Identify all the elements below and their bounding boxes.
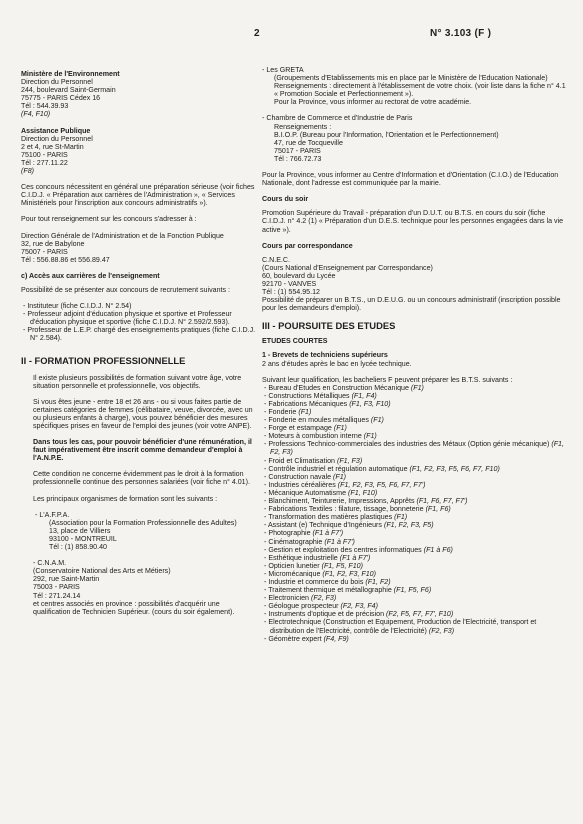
bts-name: Mécanique Automatisme [268, 488, 347, 497]
concours-list [21, 302, 257, 342]
greta-prov: Pour la Province, vous informer au rectorat de votre académie. [274, 98, 472, 107]
cnam-line: et centres associés en province : possibilités d'acquérir une qualification de Technicien Supérieur. (cours du soir également). [33, 599, 235, 616]
bts-series: (F1, F10) [348, 488, 378, 497]
ap-title: Assistance Publique [21, 126, 91, 135]
bts-item: - Opticien lunetier (F1, F5, F10) [264, 561, 363, 570]
bts-item: - Blanchiment, Teinturerie, Impressions, Apprêts (F1, F6, F7, F7') [264, 497, 468, 506]
bts-series: (F1, F6, F7, F7') [416, 497, 468, 506]
dg-contact [21, 232, 257, 264]
bts-series: (F1) [333, 472, 347, 481]
bts-name: Professions Technico-commerciales des industries des Métaux (Option génie mécanique) [268, 440, 550, 449]
bts-name: Photographie [268, 529, 311, 538]
ap-line: Tél : 277.11.22 [21, 158, 68, 167]
dg-line: Direction Générale de l'Administration et de la Fonction Publique [21, 231, 224, 240]
cnec-line: 60, boulevard du Lycée [262, 271, 336, 280]
cnam-line: Tél : 271.24.14 [33, 591, 81, 600]
bts-item: - Forge et estampage (F1) [264, 424, 347, 433]
env-title: Ministère de l'Environnement [21, 70, 120, 78]
afpa-line: (Association pour la Formation Professionnelle des Adultes) [49, 518, 237, 527]
bts-item: - Transformation des matières plastiques (F1) [264, 513, 408, 522]
ap-line: 75100 - PARIS [21, 150, 68, 159]
afpa-contact [21, 511, 257, 551]
bts-series: (F1, F2, F3, F5, F6, F7, F10) [409, 464, 500, 473]
bts-series: (F1, F3, F10) [349, 399, 391, 408]
ap-contact [21, 127, 257, 176]
cnam-line: - C.N.A.M. [33, 559, 67, 568]
right-column [262, 66, 567, 643]
bts-series: (F1, F6) [425, 505, 451, 514]
dg-line: 75007 - PARIS [21, 247, 68, 256]
cci-line: B.I.O.P. (Bureau pour l'Information, l'Orientation et le Perfectionnement) [274, 130, 499, 139]
bts-item: - Fabrications Textiles : filature, tissage, bonneterie (F1, F6) [264, 505, 451, 514]
left-column [21, 70, 257, 616]
bts-series: (F2, F3) [310, 594, 337, 603]
bts-name: Froid et Climatisation [268, 456, 335, 465]
list-item: - Professeur adjoint d'éducation physique et sportive et Professeur d'éducation physique et sportive (fiche C.I.D.J. N° 2.592/2.593). [23, 310, 232, 327]
ap-tag: (F8) [21, 167, 35, 176]
bts-item: - Fonderie en moules métalliques (F1) [264, 416, 384, 425]
bts-list [262, 384, 567, 643]
cnam-line: (Conservatoire National des Arts et Métiers) [33, 567, 171, 576]
cci-line: 75017 - PARIS [274, 146, 321, 155]
cnam-line: 292, rue Saint-Martin [33, 575, 100, 584]
cci-line: Tél : 766.72.73 [274, 154, 322, 163]
bts-name: Fonderie en moules métalliques [268, 416, 369, 425]
bts-item: - Géologue prospecteur (F2, F3, F4) [264, 602, 378, 611]
bts-name: Esthétique industrielle [268, 553, 338, 562]
afpa-line: 13, place de Villiers [49, 526, 111, 535]
bts-name: Electronicien [268, 594, 309, 603]
bts-series: (F1 à F6) [423, 545, 453, 554]
bts-name: Constructions Métalliques [268, 391, 350, 400]
bts-item: - Fonderie (F1) [264, 408, 312, 416]
bts-series: (F1) [363, 432, 377, 441]
bts-name: Micromécanique [268, 569, 321, 578]
bts-series: (F1) [410, 383, 424, 392]
bts-series: (F2, F5, F7, F7', F10) [386, 610, 454, 619]
bts-name: Fabrications Mécaniques [268, 399, 348, 408]
document-reference: N° 3.103 (F ) [430, 28, 492, 39]
bts-series: (F1, F4) [351, 391, 377, 400]
bts-series: (F1 à F7') [312, 529, 344, 538]
paragraph: Pour la Province, vous informer au Centre d'Information et d'Orientation (C.I.O.) de l'Education Nationale, dont l'adresse est communiquée par la mairie. [262, 171, 559, 188]
cnec-line: 92170 - VANVES [262, 279, 317, 288]
afpa-line: Tél : (1) 858.90.40 [49, 543, 107, 552]
bts-name: Construction navale [268, 472, 332, 481]
cci-block [262, 114, 567, 163]
bts-item: - Constructions Métalliques (F1, F4) [264, 391, 377, 400]
bts-item: - Moteurs à combustion interne (F1) [264, 432, 377, 441]
section-title: II - FORMATION PROFESSIONNELLE [21, 354, 186, 366]
cci-line: 47, rue de Tocqueville [274, 138, 343, 147]
cnec-line: (Cours National d'Enseignement par Correspondance) [262, 263, 433, 272]
bts-series: (F1) [298, 408, 312, 416]
bts-item: - Géomètre expert (F4, F9) [264, 634, 349, 643]
env-line: 75775 - PARIS Cédex 16 [21, 94, 101, 103]
bts-series: (F1, F2, F3, F10) [322, 569, 376, 578]
bts-series: (F1, F2, F3) [270, 440, 564, 457]
bts-item: - Froid et Climatisation (F1, F3) [264, 456, 363, 465]
bts-series: (F1 à F7') [339, 553, 371, 562]
cnec-line: C.N.E.C. [262, 255, 290, 264]
cnec-line: Possibilité de préparer un B.T.S., un D.E.U.G. ou un concours administratif (inscription possible pour les demandeurs d'emploi). [262, 296, 561, 313]
bts-name: Moteurs à combustion interne [268, 432, 362, 441]
page-number: 2 [254, 28, 260, 39]
bts-name: Opticien lunetier [268, 561, 320, 570]
paragraph: Les principaux organismes de formation sont les suivants : [33, 494, 218, 503]
paragraph: Ces concours nécessitent en général une préparation sérieuse (voir fiches C.I.D.J. « Préparation aux carrières de l'Administration », « Services Ministériels pour l'inscription aux concours administratifs »). [21, 183, 255, 208]
bts-item: - Industrie et commerce du bois (F1, F2) [264, 577, 391, 586]
paragraph: 2 ans d'études après le bac en lycée technique. [262, 359, 412, 368]
afpa-line: - L'A.F.P.A. [35, 510, 70, 519]
bts-name: Fabrications Textiles : filature, tissage, bonneterie [268, 505, 424, 514]
bts-item: - Professions Technico-commerciales des industries des Métaux (Option génie mécanique) (F1, F2, F3) [264, 440, 564, 457]
dg-line: Tél : 556.88.86 et 556.89.47 [21, 255, 110, 264]
env-line: 244, boulevard Saint-Germain [21, 86, 116, 95]
bts-series: (F1, F3) [336, 456, 363, 465]
afpa-line: 93100 - MONTREUIL [49, 534, 117, 543]
subsection-title: Cours du soir [262, 195, 309, 204]
paragraph: Il existe plusieurs possibilités de formation suivant votre âge, votre situation personnelle et professionnelle, vos objectifs. [33, 373, 242, 390]
bts-name: Gestion et exploitation des centres informatiques [268, 545, 422, 554]
bts-name: Cinématographie [268, 537, 323, 546]
bts-series: (F1, F2, F3, F5, F6, F7, F7') [337, 480, 426, 489]
bts-item: - Assistant (e) Technique d'Ingénieurs (F1, F2, F3, F5) [264, 521, 434, 530]
bts-item: - Micromécanique (F1, F2, F3, F10) [264, 569, 376, 578]
bts-series: (F1) [333, 424, 347, 433]
bts-item: - Cinématographie (F1 à F7') [264, 537, 355, 546]
bts-item: - Industries céréalières (F1, F2, F3, F5, F6, F7, F7') [264, 480, 426, 489]
bts-item: - Electronicien (F2, F3) [264, 594, 337, 603]
subsection-title: 1 - Brevets de techniciens supérieurs [262, 351, 388, 360]
bts-name: Industries céréalières [268, 480, 336, 489]
subsection-title: c) Accès aux carrières de l'enseignement [21, 271, 160, 280]
greta-block [262, 66, 567, 106]
bts-item: - Instruments d'optique et de précision (F2, F5, F7, F7', F10) [264, 610, 454, 619]
bts-name: Industrie et commerce du bois [268, 577, 364, 586]
paragraph: Cette condition ne concerne évidemment pas le droit à la formation professionnelle continue des personnes salariées (voir fiche n° 4.01). [33, 470, 250, 487]
greta-head: - Les GRETA [262, 66, 304, 74]
bts-name: Instruments d'optique et de précision [268, 610, 385, 619]
bts-item: - Gestion et exploitation des centres informatiques (F1 à F6) [264, 545, 453, 554]
ap-line: Direction du Personnel [21, 134, 93, 143]
section-title: III - POURSUITE DES ETUDES [262, 320, 396, 332]
bts-series: (F1, F5, F6) [393, 586, 432, 595]
bts-name: Fonderie [268, 408, 297, 416]
list-item: - Instituteur (fiche C.I.D.J. N° 2.54) [23, 302, 132, 311]
bts-series: (F1, F2) [365, 577, 391, 586]
bts-item: - Fabrications Mécaniques (F1, F3, F10) [264, 399, 391, 408]
bts-item: - Contrôle industriel et régulation automatique (F1, F2, F3, F5, F6, F7, F10) [264, 464, 500, 473]
cnec-line: Tél : (1) 554.95.12 [262, 288, 320, 297]
list-item: - Professeur de L.E.P. chargé des enseignements pratiques (fiche C.I.D.J. N° 2.584). [23, 326, 256, 343]
cci-head: - Chambre de Commerce et d'Industrie de Paris [262, 114, 413, 123]
paragraph: Suivant leur qualification, les bacheliers F peuvent préparer les B.T.S. suivants : [262, 375, 513, 384]
bts-name: Blanchiment, Teinturerie, Impressions, Apprêts [268, 497, 415, 506]
paragraph: Pour tout renseignement sur les concours s'adresser à : [21, 215, 197, 224]
bold-paragraph: Dans tous les cas, pour pouvoir bénéficier d'une rémunération, il faut impérativement être inscrit comme demandeur d'emploi à l'A.N.P.E. [33, 438, 252, 463]
bts-name: Transformation des matières plastiques [268, 513, 393, 522]
bts-item: - Mécanique Automatisme (F1, F10) [264, 488, 378, 497]
env-contact [21, 70, 257, 119]
bts-series: (F4, F9) [323, 634, 349, 643]
bts-series: (F1, F5, F10) [321, 561, 363, 570]
bts-series: (F1, F2, F3, F5) [383, 521, 434, 530]
bts-item: - Electrotechnique (Construction et Equipement, Production de l'Electricité, transport et distribution de l'Electricité, contrôle de l'Electricité) (F2, F3) [264, 618, 537, 635]
bts-item: - Bureau d'Etudes en Construction Mécanique (F1) [264, 383, 424, 392]
cnam-contact [21, 559, 257, 616]
ap-line: 2 et 4, rue St-Martin [21, 142, 84, 151]
cnam-line: 75003 - PARIS [33, 583, 80, 592]
greta-text: (Groupements d'Etablissements mis en place par le Ministère de l'Education Nationale) Renseignements : directement à l'établissement de votre choix. (voir liste dans la fiche n° 4.1 « Promotion Sociale et Perfectionnement »). [274, 74, 566, 99]
paragraph: Si vous êtes jeune - entre 18 et 26 ans - ou si vous faites partie de certaines catégories de femmes (célibataire, veuve, divorcée, avec un ou plusieurs enfants à charge), vous pouvez bénéficier des mesures spécifiques prises en faveur de l'emploi des jeunes (voir votre ANPE). [33, 397, 253, 430]
bts-name: Traitement thermique et métallographie [268, 586, 392, 595]
cci-line: Renseignements : [274, 122, 332, 131]
subsection-title: Cours par correspondance [262, 241, 353, 250]
bts-item: - Traitement thermique et métallographie (F1, F5, F6) [264, 586, 432, 595]
bts-item: - Construction navale (F1) [264, 472, 347, 481]
env-line: Direction du Personnel [21, 78, 93, 87]
bts-item: - Photographie (F1 à F7') [264, 529, 344, 538]
bts-name: Electrotechnique (Construction et Equipement, Production de l'Electricité, transport et distribution de l'Electricité, contrôle de l'Electricité) [268, 618, 537, 635]
cnec-contact [262, 256, 567, 313]
bts-series: (F2, F3) [428, 626, 455, 635]
bts-name: Contrôle industriel et régulation automatique [268, 464, 408, 473]
bts-series: (F1 à F7') [324, 537, 355, 546]
bts-name: Bureau d'Etudes en Construction Mécanique [268, 383, 409, 392]
dg-line: 32, rue de Babylone [21, 239, 85, 248]
env-line: Tél : 544.39.93 [21, 102, 69, 111]
env-tag: (F4, F10) [21, 110, 51, 119]
bts-name: Forge et estampage [268, 424, 332, 433]
bts-name: Assistant (e) Technique d'Ingénieurs [267, 521, 382, 530]
bts-name: Géomètre expert [268, 634, 322, 643]
bts-name: Géologue prospecteur [268, 602, 339, 611]
paragraph: Promotion Supérieure du Travail - préparation d'un D.U.T. ou B.T.S. en cours du soir (fiche C.I.D.J. n° 4.2 (1) « Préparation d'un D.E.S. technique pour les personnes engagées dans la vie active »). [262, 209, 564, 234]
bts-series: (F1) [370, 416, 384, 425]
bts-series: (F2, F3, F4) [340, 602, 378, 611]
paragraph: Possibilité de se présenter aux concours de recrutement suivants : [21, 285, 230, 294]
bts-item: - Esthétique industrielle (F1 à F7') [264, 553, 371, 562]
subsection-title: ETUDES COURTES [262, 337, 328, 346]
bts-series: (F1) [394, 513, 408, 522]
